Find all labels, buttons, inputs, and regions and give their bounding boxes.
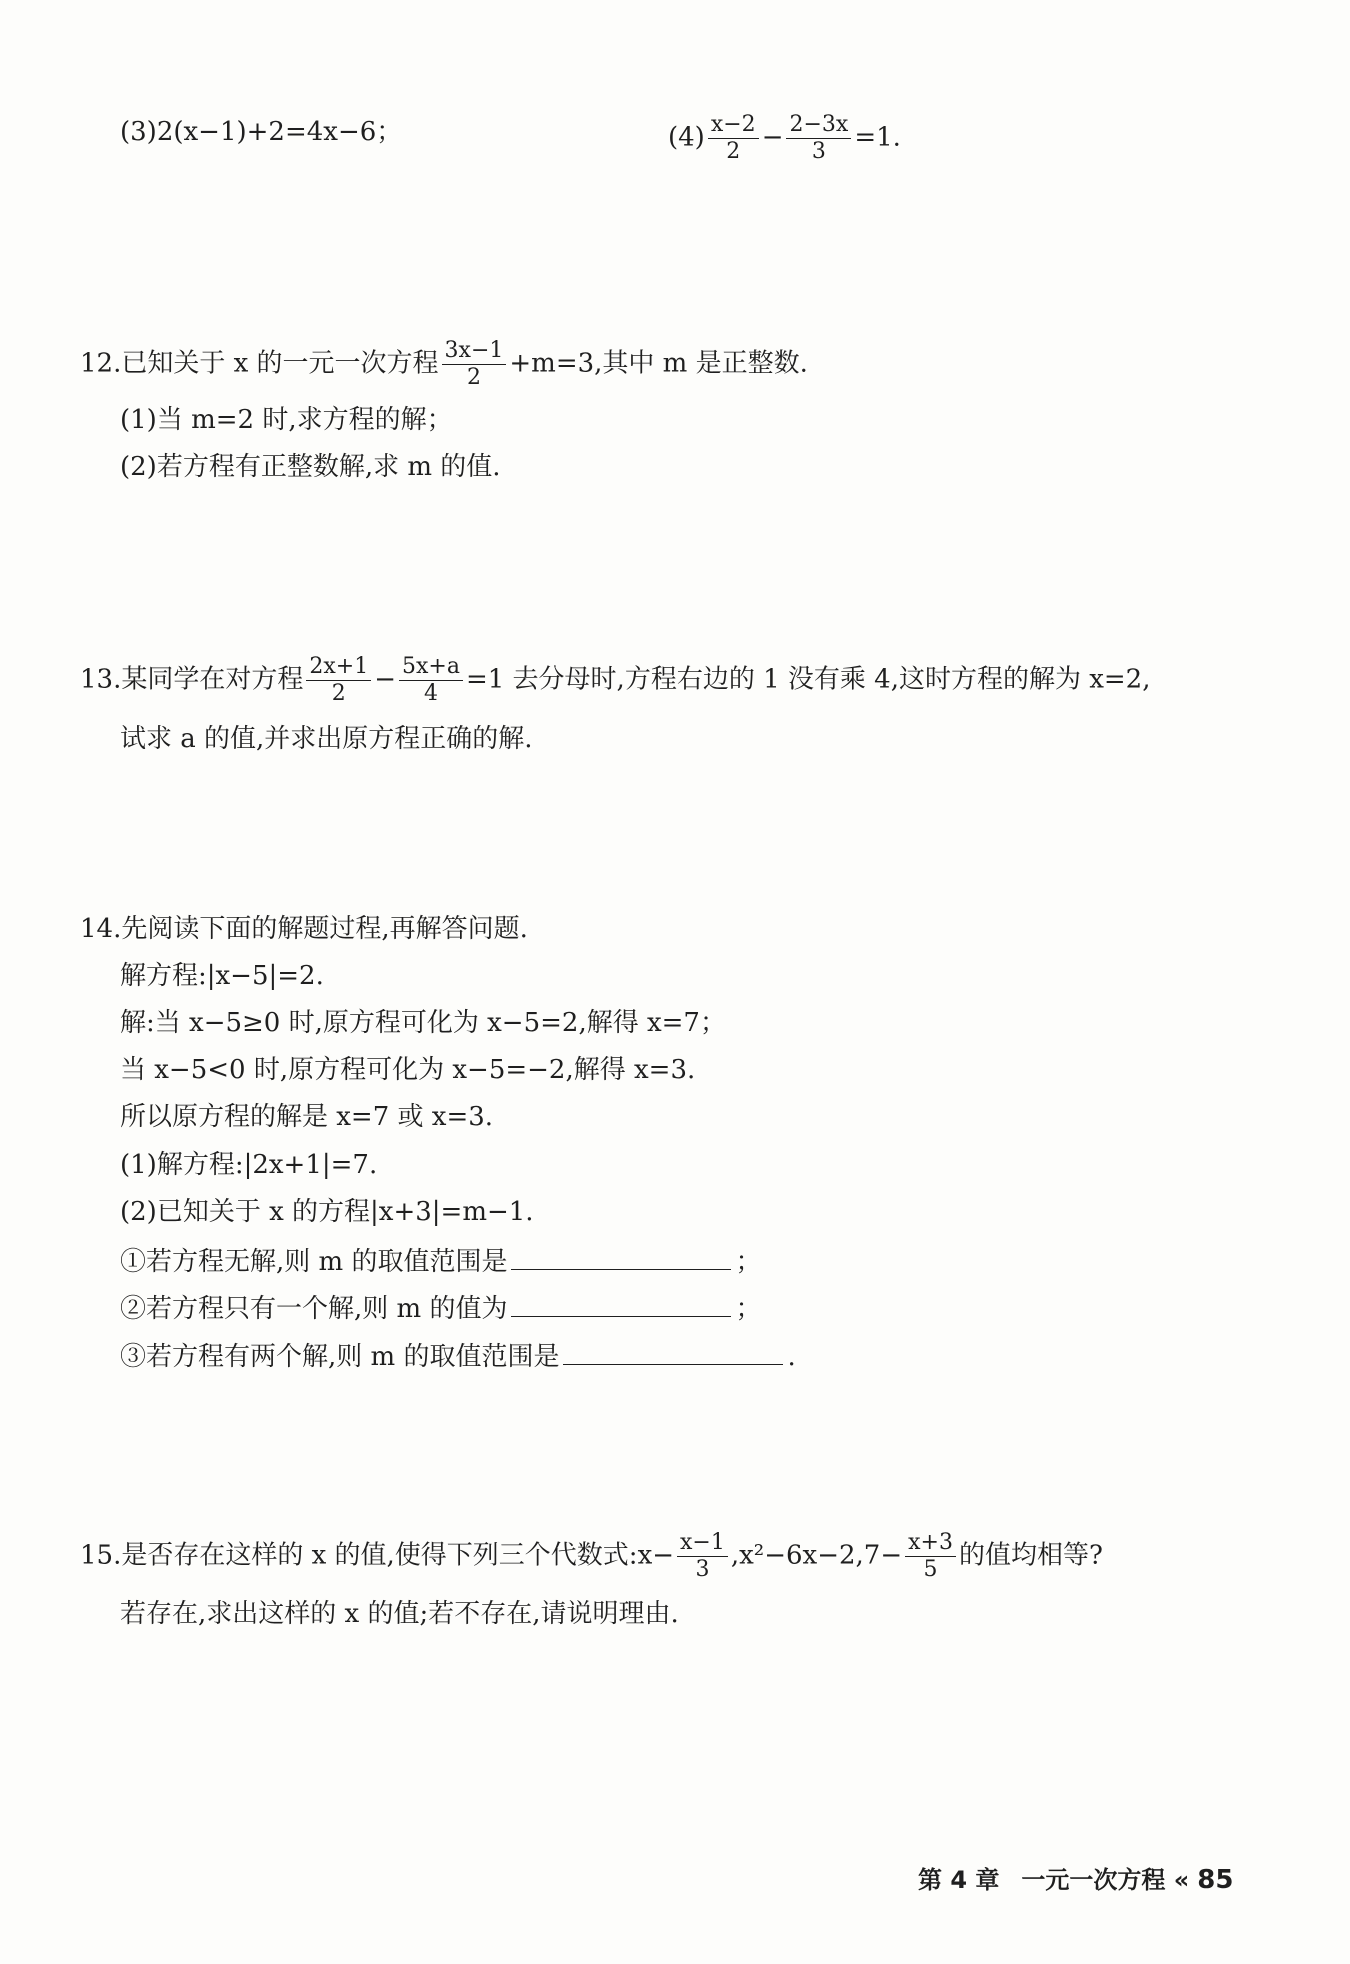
denominator: 2	[331, 681, 346, 706]
problem-14-q2c	[120, 1338, 796, 1374]
stem-text: 的值均相等?	[958, 1540, 1103, 1571]
problem-15-stem-cont: 若存在,求出这样的 x 的值;若不存在,请说明理由.	[120, 1599, 679, 1629]
fraction	[306, 654, 371, 707]
fraction	[905, 1530, 956, 1583]
fraction	[399, 654, 463, 707]
question-text: ③若方程有两个解,则 m 的取值范围是	[120, 1342, 560, 1372]
numerator: 2−3x	[786, 112, 851, 139]
denominator: 2	[726, 139, 741, 164]
problem-14-example: 解方程:|x−5|=2.	[120, 961, 324, 991]
question-text: ①若方程无解,则 m 的取值范围是	[120, 1247, 508, 1277]
numerator: x+3	[905, 1530, 956, 1557]
chapter-label: 第 4 章	[918, 1866, 1000, 1894]
denominator: 4	[423, 681, 438, 706]
fraction	[442, 338, 507, 391]
stem-text: =1 去分母时,方程右边的 1 没有乘 4,这时方程的解为 x=2,	[465, 664, 1151, 695]
punctuation: ；	[735, 1294, 762, 1324]
numerator: 3x−1	[442, 338, 507, 365]
problem-14-q2: (2)已知关于 x 的方程|x+3|=m−1.	[120, 1197, 534, 1227]
numerator: x−2	[708, 112, 759, 139]
question-text: ②若方程只有一个解,则 m 的值为	[120, 1294, 508, 1324]
denominator: 3	[695, 1557, 710, 1582]
problem-12-q1: (1)当 m=2 时,求方程的解；	[120, 405, 453, 435]
page-footer	[918, 1860, 1233, 1895]
numerator: x−1	[677, 1530, 728, 1557]
problem-12-stem	[80, 338, 808, 391]
problem-12-q2: (2)若方程有正整数解,求 m 的值.	[120, 452, 501, 482]
punctuation: .	[787, 1342, 796, 1372]
problem-14-q2a	[120, 1243, 761, 1279]
denominator: 3	[811, 139, 826, 164]
problem-14-solution-2: 当 x−5<0 时,原方程可化为 x−5=−2,解得 x=3.	[120, 1055, 696, 1085]
problem-15-stem	[80, 1530, 1103, 1583]
part-label: (4)	[668, 122, 705, 153]
numerator: 5x+a	[399, 654, 463, 681]
page-number: 85	[1197, 1865, 1234, 1895]
stem-text: 13.某同学在对方程	[80, 664, 304, 695]
answer-blank[interactable]	[511, 1290, 731, 1317]
problem-14-stem: 14.先阅读下面的解题过程,再解答问题.	[80, 914, 528, 944]
equation-text: (3)2(x−1)+2=4x−6；	[120, 117, 403, 147]
answer-blank[interactable]	[563, 1338, 783, 1365]
problem-13-stem-cont: 试求 a 的值,并求出原方程正确的解.	[120, 724, 533, 754]
operator: −	[374, 664, 396, 695]
stem-text: 15.是否存在这样的 x 的值,使得下列三个代数式:x−	[80, 1540, 675, 1571]
problem-11-part-4	[668, 112, 901, 165]
fraction	[677, 1530, 728, 1583]
punctuation: ；	[735, 1247, 762, 1277]
fraction	[708, 112, 759, 165]
stem-text: 12.已知关于 x 的一元一次方程	[80, 348, 439, 379]
equation-tail: =1.	[854, 122, 901, 153]
problem-14-solution-1: 解:当 x−5≥0 时,原方程可化为 x−5=2,解得 x=7；	[120, 1008, 726, 1038]
chapter-title: 一元一次方程 «	[1021, 1866, 1190, 1894]
stem-text: +m=3,其中 m 是正整数.	[509, 348, 808, 379]
stem-text: ,x²−6x−2,7−	[730, 1540, 903, 1571]
problem-14-q1: (1)解方程:|2x+1|=7.	[120, 1150, 378, 1180]
numerator: 2x+1	[306, 654, 371, 681]
fraction	[786, 112, 851, 165]
problem-14-solution-3: 所以原方程的解是 x=7 或 x=3.	[120, 1102, 494, 1132]
operator: −	[761, 122, 784, 153]
problem-13-stem	[80, 654, 1151, 707]
denominator: 5	[923, 1557, 938, 1582]
answer-blank[interactable]	[511, 1243, 731, 1270]
problem-14-q2b	[120, 1290, 761, 1326]
denominator: 2	[466, 365, 481, 390]
problem-11-part-3	[120, 115, 402, 149]
